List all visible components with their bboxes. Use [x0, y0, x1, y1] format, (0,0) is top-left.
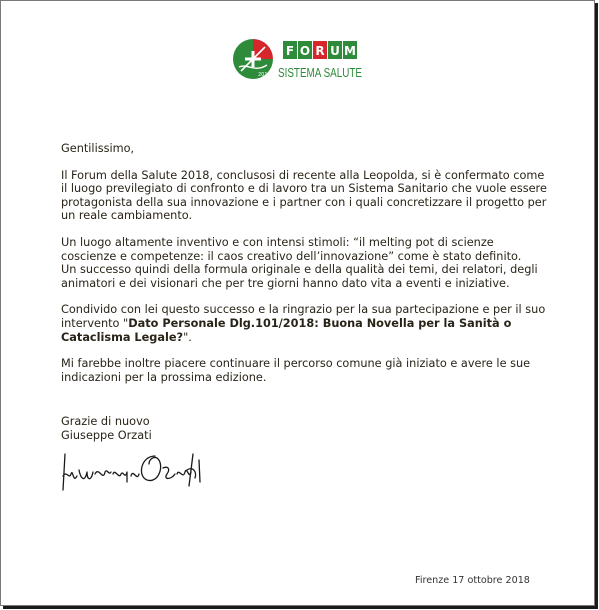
- forum-sistema-salute-logo: [231, 37, 371, 91]
- closing-thanks: Grazie di nuovo: [61, 415, 150, 428]
- paragraph-3: [61, 303, 551, 344]
- logo-letter-r: R: [315, 44, 325, 58]
- paragraph-2b: Un successo quindi della formula originale e della qualità dei temi, dei relatori, degli animatori e dei visionari che per tre giorni hanno dato vita a eventi e iniziative.: [61, 263, 538, 290]
- logo-letter-u: U: [330, 44, 340, 58]
- logo-letter-f: F: [285, 44, 295, 58]
- logo-letter-o: O: [299, 44, 311, 58]
- handwritten-signature: [59, 446, 207, 498]
- logo-letter-m: M: [344, 44, 356, 58]
- closing: [61, 415, 152, 442]
- paragraph-3-end: ".: [183, 330, 192, 344]
- paragraph-4: Mi farebbe inoltre piacere continuare il percorso comune già iniziato e avere le sue indicazioni per la prossima edizione.: [61, 357, 531, 384]
- forum-wordmark: [283, 41, 357, 59]
- talk-title: Dato Personale Dlg.101/2018: Buona Novella per la Sanità o Cataclisma Legale?: [61, 316, 512, 344]
- date-line: Firenze 17 ottobre 2018: [415, 575, 530, 586]
- paragraph-3-intro: Condivido con lei questo successo e la ringrazio per la sua partecipazione e per il suo intervento ": [61, 303, 546, 330]
- greeting: Gentilissimo,: [61, 142, 135, 155]
- letter-body: [61, 142, 551, 384]
- closing-name: Giuseppe Orzati: [61, 428, 152, 442]
- paragraph-1: Il Forum della Salute 2018, conclusosi di recente alla Leopolda, si è confermato come il luogo previlegiato di confronto e di lavoro tra un Sistema Sanitario che vuole essere protagonista della sua innovazione e i partner con i quali concretizzare il progetto per un reale cambiamento.: [61, 168, 547, 223]
- logo-year: 2018: [258, 72, 271, 78]
- paragraph-2a: Un luogo altamente inventivo e con intensi stimoli: “il melting pot di scienze coscienze e competenze: il caos creativo dell’innovazione” come è stato definito.: [61, 235, 522, 263]
- logo-subtitle: SISTEMA SALUTE: [278, 66, 362, 80]
- forum-emblem-icon: [233, 39, 273, 79]
